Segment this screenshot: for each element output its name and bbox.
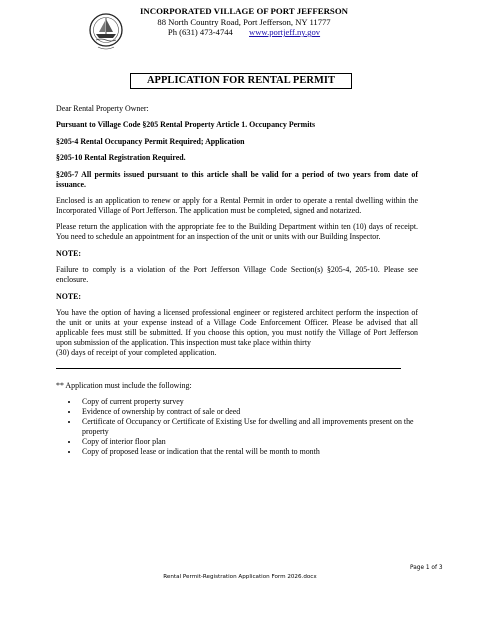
village-seal-logo (88, 4, 124, 62)
letterhead (128, 6, 360, 38)
inspection-deadline-text: (30) days of receipt of your completed application. (56, 347, 217, 357)
salutation: Dear Rental Property Owner: (56, 104, 149, 113)
note-label: NOTE: (56, 248, 81, 258)
list-item: • Copy of interior floor plan (79, 437, 418, 447)
village-phone: Ph (631) 473-4744 (167, 27, 233, 38)
village-name: INCORPORATED VILLAGE OF PORT JEFFERSON (139, 6, 349, 16)
footer-file-name: Rental Permit-Registration Application Form 2026.docx (163, 574, 317, 580)
required-documents-list (56, 397, 418, 457)
code-reference-205-7: §205-7 All permits issued pursuant to this article shall be valid for a period of two years from date of issuance. (56, 169, 418, 189)
page-number: Page 1 of 3 (410, 565, 443, 571)
village-address: 88 North Country Road, Port Jefferson, NY 11777 (157, 16, 331, 27)
code-reference-205-10: §205-10 Rental Registration Required. (56, 153, 186, 163)
section-divider (56, 368, 401, 369)
letter-body (56, 104, 418, 457)
list-item: • Copy of current property survey (79, 397, 418, 407)
code-reference-205: Pursuant to Village Code §205 Rental Property Article 1. Occupancy Permits (56, 120, 316, 130)
list-item: • Evidence of ownership by contract of sale or deed (79, 407, 418, 417)
document-title: APPLICATION FOR RENTAL PERMIT (130, 73, 352, 89)
inspection-option-note (56, 308, 418, 358)
code-reference-205-4: §205-4 Rental Occupancy Permit Required; Application (56, 136, 245, 146)
note-label: NOTE: (56, 291, 81, 301)
village-website-link[interactable]: www.portjeff.ny.gov (249, 27, 321, 38)
violation-note: Failure to comply is a violation of the Port Jefferson Village Code Section(s) §205-4, 205-10. Please see enclosure. (56, 265, 418, 285)
include-heading: ** Application must include the following: (56, 380, 192, 390)
return-paragraph: Please return the application with the appropriate fee to the Building Department within ten (10) days of receipt. You need to schedule an appointment for an inspection of the unit or units with our Building Inspector. (56, 222, 418, 242)
enclosed-paragraph: Enclosed is an application to renew or apply for a Rental Permit in order to operate a rental dwelling within the Incorporated Village of Port Jefferson. The application must be completed, signed and notarized. (56, 195, 418, 215)
list-item: • Copy of proposed lease or indication that the rental will be month to month (79, 447, 418, 457)
inspection-option-text: You have the option of having a licensed professional engineer or registered architect perform the inspection of the unit or units at your expense instead of a Village Code Enforcement Officer. Please be advised that all applicable fees must still be submitted. If you choose this option, you must notify the Village of Port Jefferson upon submission of the application. This inspection must take place within thirty (56, 307, 418, 347)
list-item: • Certificate of Occupancy or Certificate of Existing Use for dwelling and all improvements present on the property (79, 417, 418, 437)
